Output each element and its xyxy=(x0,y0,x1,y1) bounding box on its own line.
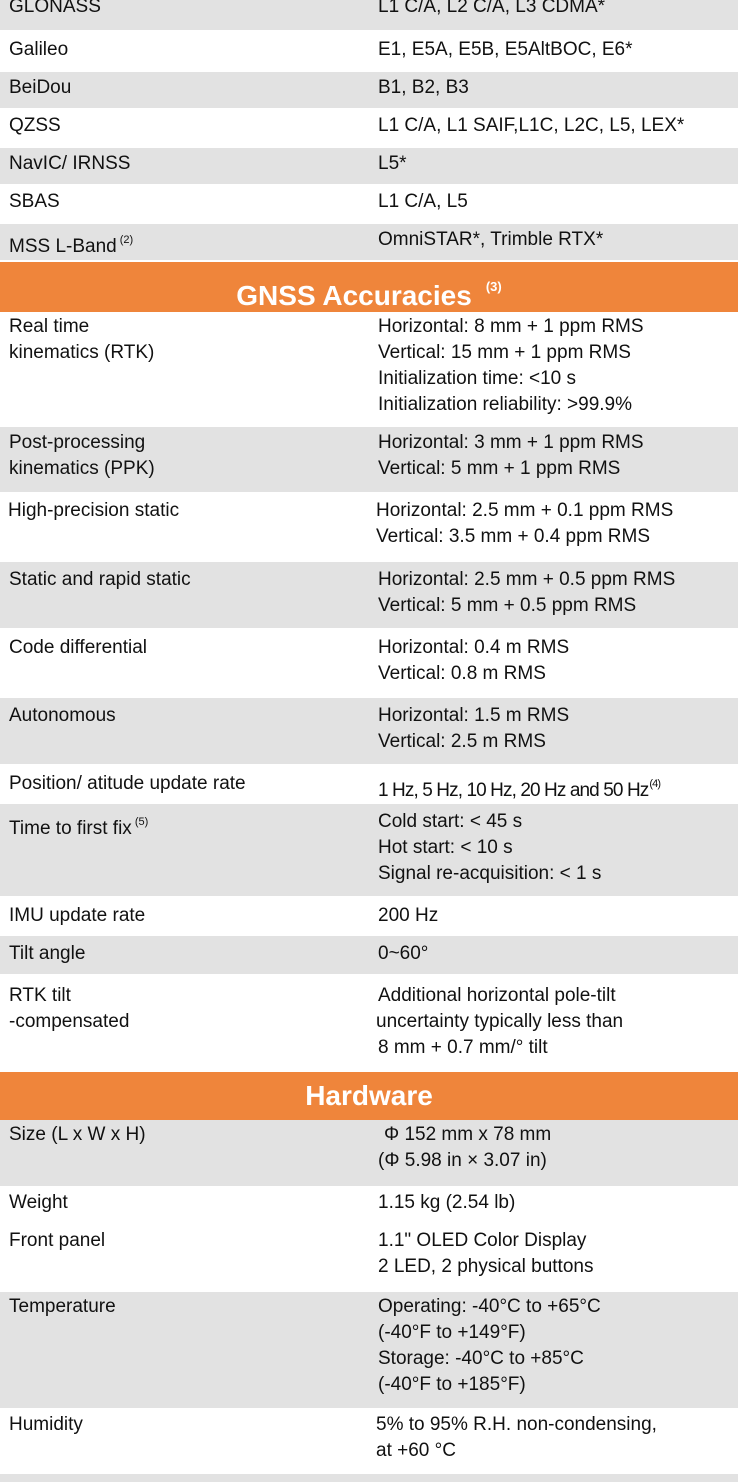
row-value: L1 C/A, L5 xyxy=(378,191,468,212)
row-label: SBAS xyxy=(9,191,60,212)
row-value xyxy=(378,430,644,482)
row-label-line: kinematics (PPK) xyxy=(9,458,155,479)
spec-row-update-rate xyxy=(0,766,738,804)
row-value: 200 Hz xyxy=(378,905,439,926)
row-label: Front panel xyxy=(9,1230,106,1251)
row-label: High-precision static xyxy=(8,500,180,521)
row-label: Weight xyxy=(9,1192,68,1213)
section-title: GNSS Accuracies xyxy=(236,280,472,311)
row-value: 0~60° xyxy=(378,943,429,964)
row-value-line: 1.1" OLED Color Display xyxy=(378,1230,587,1251)
spec-row-sbas xyxy=(0,186,738,224)
row-value xyxy=(376,1412,657,1464)
spec-row-navic xyxy=(0,148,738,186)
row-value-line: 8 mm + 0.7 mm/° tilt xyxy=(378,1037,548,1058)
row-label: QZSS xyxy=(9,115,61,136)
row-label: Galileo xyxy=(9,39,69,60)
section-title: Hardware xyxy=(305,1080,433,1111)
row-value-line: Operating: -40°C to +65°C xyxy=(378,1296,601,1317)
row-label: IMU update rate xyxy=(9,905,146,926)
spec-row-static-rapid-static xyxy=(0,562,738,630)
section-header-gnss-accuracies xyxy=(0,262,738,312)
row-value xyxy=(376,498,673,550)
spec-row-rtk xyxy=(0,312,738,427)
row-label: Autonomous xyxy=(9,705,116,726)
spec-row-glonass xyxy=(0,0,738,32)
row-label: Temperature xyxy=(9,1296,116,1317)
row-value-line: Horizontal: 2.5 mm + 0.1 ppm RMS xyxy=(376,500,674,521)
footnote-marker: (4) xyxy=(649,778,661,790)
row-label: Static and rapid static xyxy=(9,569,191,590)
spec-row-size xyxy=(0,1120,738,1188)
row-value-line: Vertical: 2.5 m RMS xyxy=(378,731,546,752)
row-label-line: RTK tilt xyxy=(9,985,71,1006)
spec-row-beidou xyxy=(0,72,738,110)
row-value-line: (Φ 5.98 in × 3.07 in) xyxy=(378,1150,547,1171)
spec-row-weight xyxy=(0,1188,738,1226)
row-label-text: Time to first fix xyxy=(9,818,132,839)
footnote-marker: (3) xyxy=(485,279,502,294)
row-value-line: Additional horizontal pole-tilt xyxy=(378,985,616,1006)
row-value xyxy=(378,703,569,755)
row-value-line: (-40°F to +185°F) xyxy=(378,1374,526,1395)
row-value-line: Horizontal: 0.4 m RMS xyxy=(378,637,570,658)
row-value xyxy=(378,314,644,418)
spec-row-temperature xyxy=(0,1292,738,1410)
row-value: L1 C/A, L2 C/A, L3 CDMA* xyxy=(378,0,606,17)
row-value-line: Φ 152 mm x 78 mm xyxy=(384,1124,552,1145)
row-label xyxy=(9,314,154,366)
spec-row-galileo xyxy=(0,32,738,72)
row-value-line: Hot start: < 10 s xyxy=(378,837,513,858)
row-label: Tilt angle xyxy=(9,943,86,964)
row-value: L5* xyxy=(378,153,407,174)
spec-row-tilt-angle xyxy=(0,936,738,976)
row-label-line: Real time xyxy=(9,316,90,337)
row-value-line: Vertical: 3.5 mm + 0.4 ppm RMS xyxy=(376,526,651,547)
row-value: 1.15 kg (2.54 lb) xyxy=(378,1192,516,1213)
spec-row-code-differential xyxy=(0,630,738,698)
spec-row-rtk-tilt-compensated xyxy=(0,976,738,1069)
row-value-text: 1 Hz, 5 Hz, 10 Hz, 20 Hz and 50 Hz xyxy=(378,780,649,801)
row-value-line: Signal re-acquisition: < 1 s xyxy=(378,863,602,884)
row-value-line: Horizontal: 2.5 mm + 0.5 ppm RMS xyxy=(378,569,676,590)
row-label-line: -compensated xyxy=(9,1011,130,1032)
row-value-line: Vertical: 15 mm + 1 ppm RMS xyxy=(378,342,631,363)
footnote-marker: (2) xyxy=(119,234,134,246)
row-value-line: (-40°F to +149°F) xyxy=(378,1322,526,1343)
row-label: BeiDou xyxy=(9,77,72,98)
row-value: OmniSTAR*, Trimble RTX* xyxy=(378,229,604,250)
row-value-line: at +60 °C xyxy=(376,1440,456,1461)
row-value-line: Vertical: 5 mm + 1 ppm RMS xyxy=(378,458,621,479)
row-label-text: MSS L-Band xyxy=(9,236,117,257)
section-header-hardware xyxy=(0,1072,738,1120)
footnote-marker: (5) xyxy=(134,816,149,828)
row-value-line: Horizontal: 8 mm + 1 ppm RMS xyxy=(378,316,644,337)
row-label xyxy=(9,983,129,1035)
table-bottom-edge xyxy=(0,1474,738,1482)
row-label-line: kinematics (RTK) xyxy=(9,342,155,363)
row-value: L1 C/A, L1 SAIF,L1C, L2C, L5, LEX* xyxy=(378,115,685,136)
row-label: Size (L x W x H) xyxy=(9,1124,146,1145)
row-value-line: uncertainty typically less than xyxy=(376,1011,624,1032)
row-value-line: Vertical: 5 mm + 0.5 ppm RMS xyxy=(378,595,637,616)
row-value xyxy=(378,1294,601,1398)
row-value-line: Horizontal: 3 mm + 1 ppm RMS xyxy=(378,432,644,453)
spec-row-front-panel xyxy=(0,1226,738,1292)
row-value xyxy=(378,635,569,687)
row-label: NavIC/ IRNSS xyxy=(9,153,131,174)
row-value-line: 5% to 95% R.H. non-condensing, xyxy=(376,1414,657,1435)
row-label: GLONASS xyxy=(9,0,101,17)
row-value: B1, B2, B3 xyxy=(378,77,469,98)
row-value xyxy=(378,567,675,619)
row-value-line: 2 LED, 2 physical buttons xyxy=(378,1256,594,1277)
row-value xyxy=(378,809,601,887)
row-label xyxy=(9,430,155,482)
row-value-line: Initialization time: <10 s xyxy=(378,368,577,389)
row-value xyxy=(378,1122,551,1174)
row-label: Humidity xyxy=(9,1414,83,1435)
row-value xyxy=(376,983,623,1061)
row-value-line: Horizontal: 1.5 m RMS xyxy=(378,705,570,726)
spec-row-ppk xyxy=(0,427,738,494)
row-label: Code differential xyxy=(9,637,148,658)
row-label: Position/ atitude update rate xyxy=(9,773,246,794)
spec-row-autonomous xyxy=(0,698,738,766)
spec-row-time-to-first-fix xyxy=(0,804,738,898)
row-value: E1, E5A, E5B, E5AltBOC, E6* xyxy=(378,39,633,60)
row-value xyxy=(378,1228,593,1280)
row-label-line: Post-processing xyxy=(9,432,146,453)
spec-row-mss xyxy=(0,224,738,262)
spec-row-imu-update-rate xyxy=(0,898,738,936)
row-label xyxy=(9,227,133,260)
spec-row-humidity xyxy=(0,1410,738,1474)
spec-row-high-precision-static xyxy=(0,494,738,562)
row-label xyxy=(9,809,148,842)
row-value-line: Initialization reliability: >99.9% xyxy=(378,394,632,415)
row-value-line: Vertical: 0.8 m RMS xyxy=(378,663,546,684)
row-value-line: Cold start: < 45 s xyxy=(378,811,523,832)
row-value-line: Storage: -40°C to +85°C xyxy=(378,1348,584,1369)
spec-row-qzss xyxy=(0,110,738,148)
row-value xyxy=(378,771,660,804)
